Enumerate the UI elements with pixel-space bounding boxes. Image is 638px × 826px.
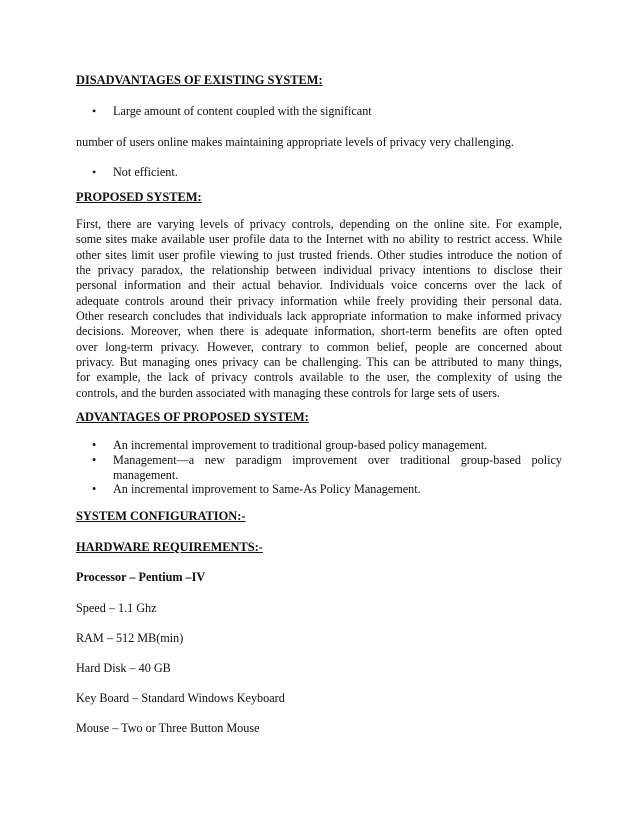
proposed-system-heading: PROPOSED SYSTEM: [76, 190, 202, 204]
bullet-text-continuation: management. [113, 467, 179, 482]
paragraph-line: Other research concludes that individuals lack appropriate information to make informed privacy [76, 309, 562, 324]
disadvantages-heading: DISADVANTAGES OF EXISTING SYSTEM: [76, 73, 323, 87]
paragraph-line: adequate controls around their privacy information while freely providing their personal data. [76, 293, 562, 308]
bullet-icon: • [92, 482, 97, 496]
hardware-item-speed: Speed – 1.1 Ghz [76, 601, 157, 615]
hardware-item-mouse: Mouse – Two or Three Button Mouse [76, 721, 260, 735]
paragraph-line: personal information and their actual behavior. Individuals voice concerns over the lack of [76, 278, 562, 293]
bullet-text: Large amount of content coupled with the significant [113, 104, 372, 118]
disadvantages-continuation: number of users online makes maintaining appropriate levels of privacy very challenging. [76, 135, 514, 149]
bullet-icon: • [92, 438, 97, 452]
proposed-system-paragraph [76, 217, 562, 401]
system-configuration-heading: SYSTEM CONFIGURATION:- [76, 509, 246, 523]
bullet-text: Not efficient. [113, 165, 178, 179]
bullet-text: Management—a new paradigm improvement over traditional group-based policy [113, 453, 562, 467]
hardware-item-processor: Processor – Pentium –IV [76, 570, 206, 584]
paragraph-line: the privacy paradox, the relationship between individual privacy intentions to disclose their [76, 263, 562, 278]
paragraph-line: First, there are varying levels of privacy controls, depending on the online site. For example, [76, 217, 562, 231]
paragraph-line: for example, the lack of privacy controls available to the user, the complexity of using the [76, 370, 562, 385]
bullet-text: An incremental improvement to Same-As Policy Management. [113, 482, 421, 496]
advantages-heading: ADVANTAGES OF PROPOSED SYSTEM: [76, 410, 309, 424]
hardware-item-hard-disk: Hard Disk – 40 GB [76, 661, 171, 675]
paragraph-line: over long-term privacy. However, contrary to common belief, people are concerned about [76, 339, 562, 354]
hardware-item-keyboard: Key Board – Standard Windows Keyboard [76, 691, 285, 705]
bullet-text: An incremental improvement to traditional group-based policy management. [113, 438, 488, 452]
paragraph-line: some sites make available user profile data to the Internet with no ability to restrict access. While [76, 232, 562, 247]
paragraph-line: controls, and the burden associated with managing these controls for large sets of users. [76, 385, 500, 400]
bullet-icon: • [92, 165, 97, 179]
bullet-icon: • [92, 104, 97, 118]
paragraph-line: privacy. But managing ones privacy can be challenging. This can be attributed to many things, [76, 355, 562, 370]
hardware-item-ram: RAM – 512 MB(min) [76, 631, 184, 645]
paragraph-line: decisions. Moreover, when there is adequate information, short-term benefits are often opted [76, 324, 562, 339]
bullet-icon: • [92, 453, 97, 467]
hardware-requirements-heading: HARDWARE REQUIREMENTS:- [76, 540, 263, 554]
paragraph-line: other sites limit user profile viewing to just trusted friends. Other studies introduce the notion of [76, 247, 562, 262]
